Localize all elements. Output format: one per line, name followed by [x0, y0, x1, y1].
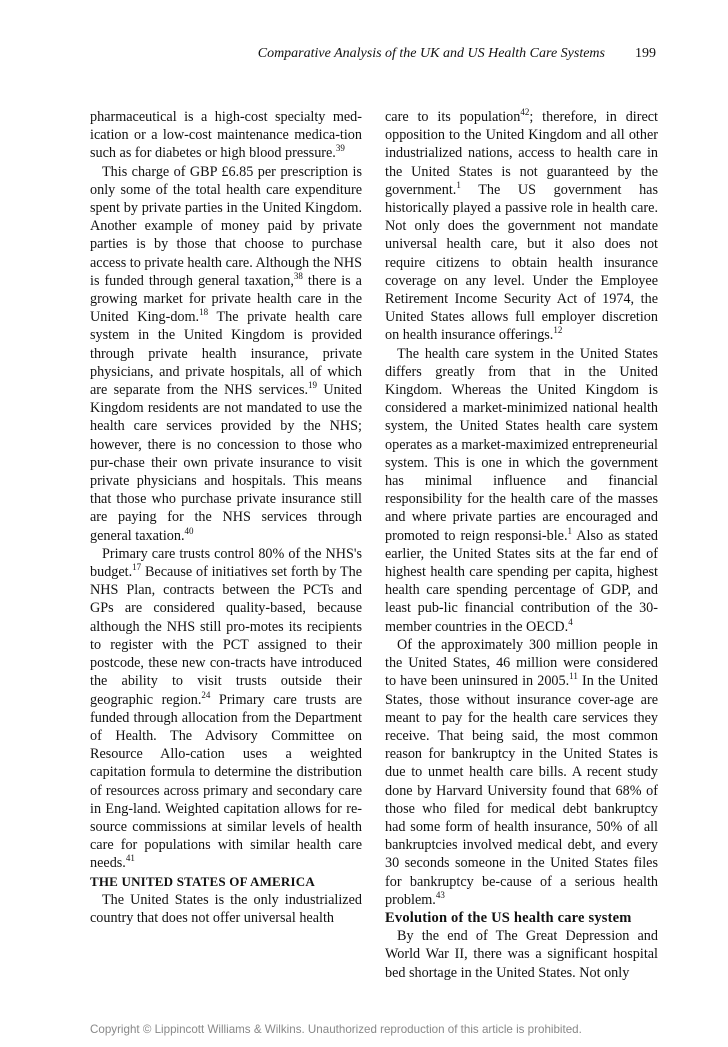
section-heading-usa: THE UNITED STATES OF AMERICA [90, 873, 315, 889]
citation: 24 [201, 689, 211, 700]
citation: 43 [435, 889, 445, 900]
citation: 11 [569, 671, 578, 682]
running-header [0, 46, 656, 62]
citation: 39 [335, 143, 345, 154]
left-column [90, 108, 362, 927]
citation: 18 [199, 307, 209, 318]
citation: 41 [125, 853, 135, 864]
citation: 1 [567, 525, 573, 536]
section-heading-evolution: Evolution of the US health care system [385, 909, 632, 926]
paragraph-us-system: The health care system in the United States differs greatly from that in the United Kingdom. Whereas the United Kingdom is considered a market-minimized national health system, the United States health care system operates as a market-maximized entrepreneurial system. This is one in which the government has minimal influence and financial responsibility for the health care of the masses and where private parties are encouraged and promoted to reign responsi-ble.$^1$ Also as stated earlier, the United States sits at the far end of highest health care spending per capita, highest health care spending percentage of GDP, and least pub-lic financial contribution of the 30-member countries in the OECD.$^4$ [385, 345, 659, 635]
citation: 42 [520, 107, 530, 117]
paragraph-us-access: care to its population$^{42}$; therefore, in direct opposition to the United Kingdom and all other industrialized nations, access to health care in the United States is not guaranteed by the government.$^1$ The US government has historically played a passive role in health care. Not only does the government not mandate universal health care, but it also does not require citizens to obtain health insurance coverage on any level. Under the Employee Retirement Income Security Act of 1974, the United States allows full employer discretion on health insurance offerings.$^{12}$ [385, 107, 658, 344]
page-number: 199 [635, 46, 656, 61]
citation: 19 [308, 380, 318, 391]
paragraph-evolution-intro: By the end of The Great Depression and World War II, there was a significant hospital bed shortage in the United States. Not only [385, 928, 658, 981]
paragraph-primary-care-trusts: Primary care trusts control 80% of the NHS's budget.$^{17}$ Because of initiatives set forth by The NHS Plan, contracts between the PCTs and GPs are considered quality-based, because although the NHS still pro-motes its recipients to register with the PCT assigned to their postcode, these new con-tracts have introduced the ability to visit trusts outside their geographic region.$^{24}$ Primary care trusts are funded through allocation from the Department of Health. The Advisory Committee on Resource Allo-cation uses a weighted capitation formula to determine the distribution of resources across primary and secondary care in Eng-land. Weighted capitation allows for re-source commissions at similar levels of health care for populations with similar health care needs.$^{41}$ [90, 545, 362, 872]
citation: 4 [568, 616, 573, 627]
running-title: Comparative Analysis of the UK and US Health Care Systems [257, 46, 605, 61]
citation: 1 [456, 179, 461, 190]
citation: 12 [553, 325, 563, 336]
paragraph-prescription-cost: pharmaceutical is a high-cost specialty med-ication or a low-cost maintenance medica-tion such as for diabetes or high blood pressure.$^{39}$ [90, 109, 362, 162]
paragraph-private-expenditure: This charge of GBP £6.85 per prescription is only some of the total health care expenditure spent by private parties in the United Kingdom. Another example of money paid by private parties is by those that choose to purchase access to private health care. Although the NHS is funded through general taxation,$^{38}$ there is a growing market for private health care in the United King-dom.$^{18}$ The private health care system in the United Kingdom is provided through private health insurance, private physicians, and private hospitals, all of which are separate from the NHS services.$^{19}$ United Kingdom residents are not mandated to use the health care services provided by the NHS; however, there is no concession to those who pur-chase their own private insurance to visit private physicians and hospitals. This means that those who purchase private insurance still are paying for the NHS services through general taxation.$^{40}$ [90, 163, 362, 544]
copyright-footer: Copyright © Lippincott Williams & Wilkins. Unauthorized reproduction of this article is prohibited. [90, 1023, 582, 1036]
citation: 17 [132, 562, 142, 573]
paragraph-usa-intro: The United States is the only industrialized country that does not offer universal health [90, 891, 362, 926]
right-column [385, 108, 658, 982]
paragraph-uninsured: Of the approximately 300 million people in the United States, 46 million were considered to have been uninsured in 2005.11 In the United States, those without insurance cover-age are meant to pay for the health care services they receive. That being said, the most common reason for bankruptcy in the United States is due to unmet health care bills. A recent study done by Harvard University found that 68% of those who filed for medical debt bankruptcy had some form of health insurance, 50% of all bankruptcies involved medical debt, and every 30 seconds someone in the United States files for bankruptcy be-cause of a serious health problem.$^{43}$ [385, 636, 659, 908]
citation: 38 [293, 270, 303, 281]
citation: 40 [184, 525, 194, 536]
